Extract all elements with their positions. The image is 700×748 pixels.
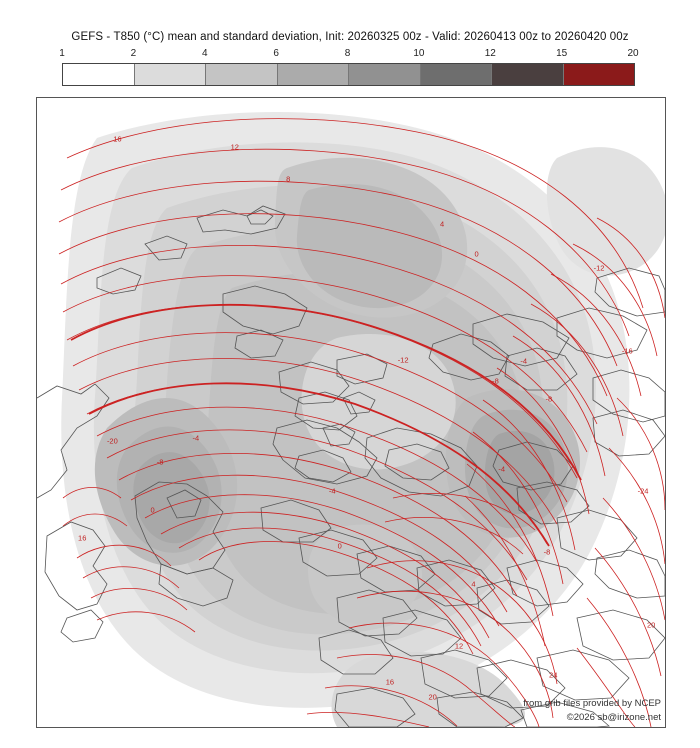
stddev-pocket-south xyxy=(308,525,422,625)
contour-label-13: -20 xyxy=(106,436,118,446)
contour-label-15: -4 xyxy=(192,433,200,443)
contour-label-2: 8 xyxy=(286,174,291,183)
contour-label-18: -4 xyxy=(328,486,336,496)
contour-label-7: -12 xyxy=(397,355,409,365)
colorbar-tick-2: 2 xyxy=(130,48,137,59)
contour-label-25: 24 xyxy=(549,670,558,680)
contour-label-19: -8 xyxy=(543,547,551,557)
colorbar-swatch-8 xyxy=(564,64,635,85)
contour-label-20: 16 xyxy=(78,533,87,543)
contour-label-8: -8 xyxy=(492,376,499,386)
contour-label-23: 16 xyxy=(385,677,395,687)
contour-label-10: -4 xyxy=(520,356,528,366)
contour-label-3: 4 xyxy=(439,219,445,229)
contour-label-5: -12 xyxy=(593,263,605,273)
colorbar-tick-8: 8 xyxy=(344,48,351,59)
colorbar xyxy=(59,48,639,86)
colorbar-tick-20: 20 xyxy=(627,48,639,59)
colorbar-swatch-3 xyxy=(206,64,278,85)
credit-site: ©2026 sb@irizone.net xyxy=(566,712,661,723)
map-plot-area xyxy=(36,97,666,728)
contour-label-11: -4 xyxy=(498,464,506,474)
stddev-shading-layer xyxy=(37,98,665,727)
credit-source: from grib files provided by NCEP xyxy=(523,698,661,709)
colorbar-swatch-6 xyxy=(421,64,493,85)
contour-label-12: -24 xyxy=(637,486,649,496)
colorbar-swatch-4 xyxy=(278,64,350,85)
contour-label-24: 20 xyxy=(428,692,437,702)
colorbar-tick-1: 1 xyxy=(59,48,65,59)
colorbar-swatch-5 xyxy=(349,64,421,85)
colorbar-tick-10: 10 xyxy=(413,48,425,59)
contour-label-26: 20 xyxy=(647,620,656,630)
colorbar-tick-15: 15 xyxy=(556,48,568,59)
contour-label-6: -16 xyxy=(621,346,633,356)
contour-label-4: 0 xyxy=(474,249,479,259)
contour-label-9: -8 xyxy=(545,394,553,404)
contour-label-21: 4 xyxy=(471,579,476,589)
contour-label-16: 0 xyxy=(150,505,155,515)
colorbar-swatch-7 xyxy=(492,64,564,85)
contour-label-0: 16 xyxy=(113,134,122,144)
colorbar-swatch-1 xyxy=(63,64,135,85)
contour-label-1: 12 xyxy=(230,142,239,152)
colorbar-tick-12: 12 xyxy=(484,48,496,59)
contour-label-17: 0 xyxy=(337,541,342,551)
colorbar-tick-4: 4 xyxy=(201,48,208,59)
colorbar-tick-labels xyxy=(59,48,639,62)
contour-label-22: 12 xyxy=(454,641,464,651)
chart-title: GEFS - T850 (°C) mean and standard deviation, Init: 20260325 00z - Valid: 20260413 00z to 20260420 00z xyxy=(71,31,629,43)
colorbar-swatch-2 xyxy=(135,64,207,85)
colorbar-swatches xyxy=(62,63,635,86)
contour-label-14: -8 xyxy=(156,457,164,467)
map-canvas xyxy=(37,98,665,727)
colorbar-tick-6: 6 xyxy=(273,48,279,59)
